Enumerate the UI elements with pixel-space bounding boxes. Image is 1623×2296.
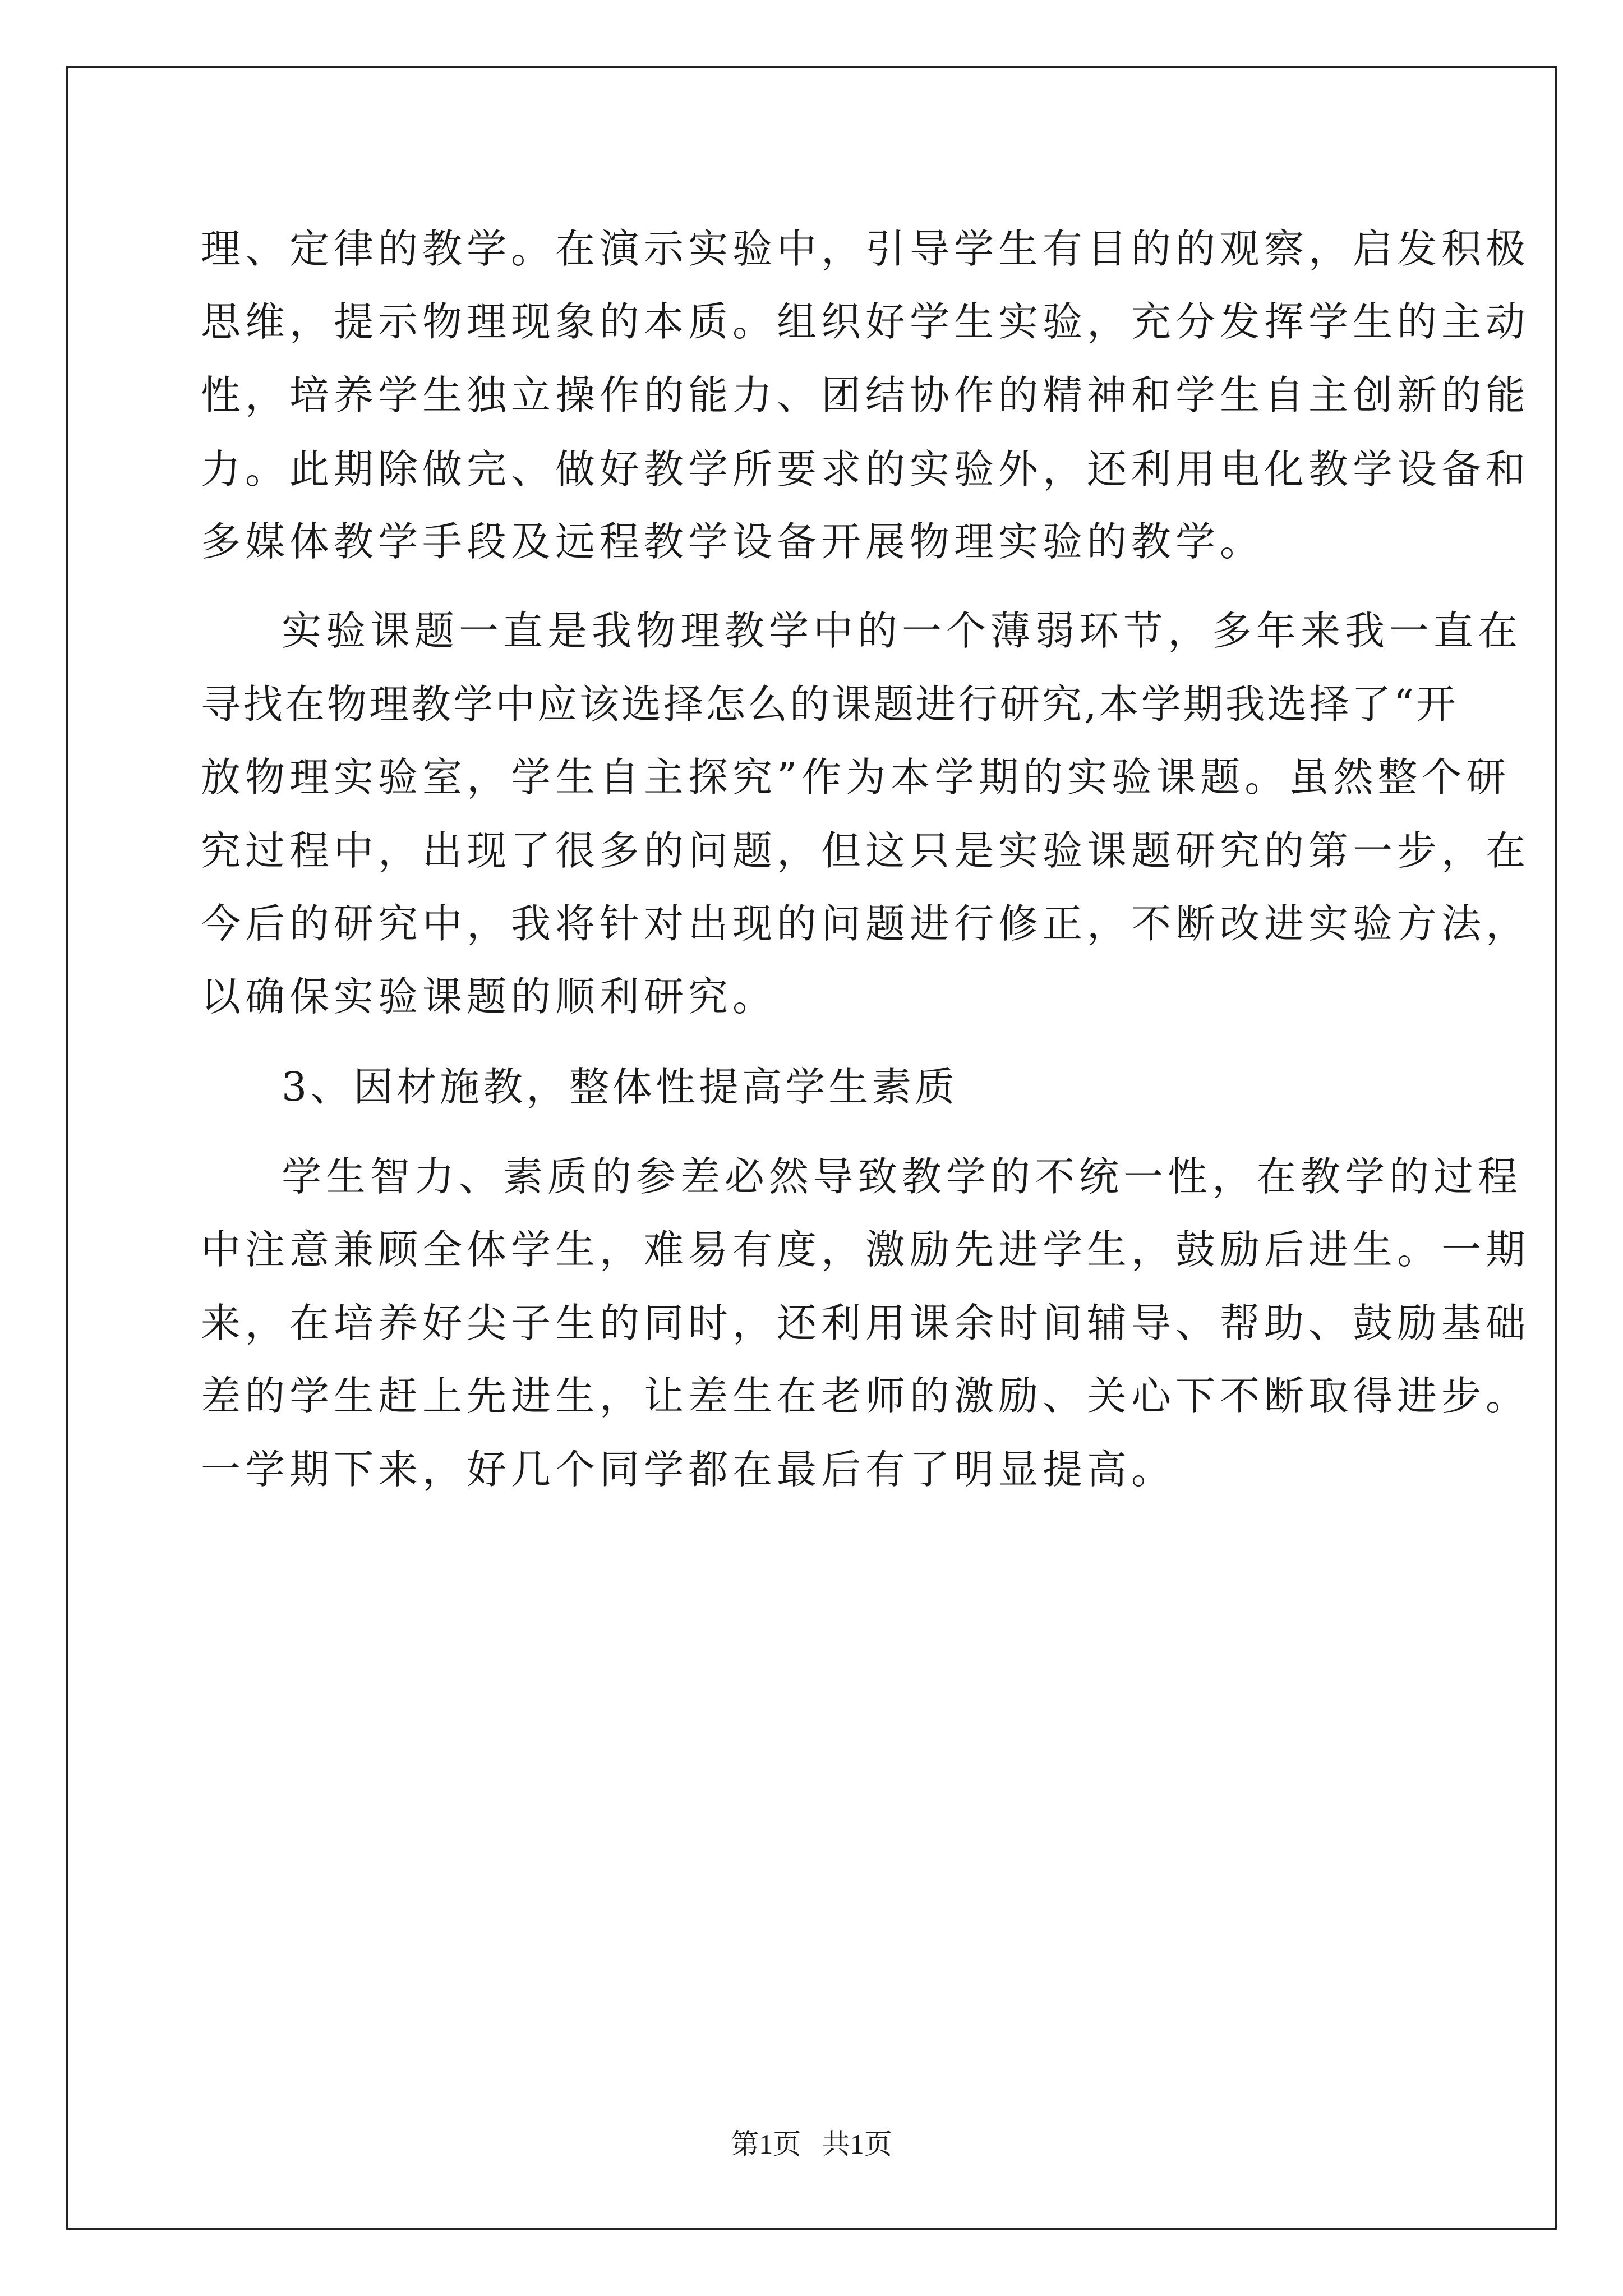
paragraph-3-line-1: 学生智力、素质的参差必然导致教学的不统一性，在教学的过程 (282, 1153, 1523, 1200)
paragraph-1-line-4: 力。此期除做完、做好教学所要求的实验外，还利用电化教学设备和 (201, 446, 1530, 493)
page-number-footer: 第1页 共1页 (731, 2128, 892, 2160)
paragraph-2-line-5: 今后的研究中，我将针对出现的问题进行修正，不断改进实验方法， (201, 900, 1530, 947)
paragraph-3-line-5: 一学期下来，好几个同学都在最后有了明显提高。 (201, 1446, 1176, 1493)
paragraph-2-line-2: 寻找在物理教学中应该选择怎么的课题进行研究,本学期我选择了“开 (201, 681, 1458, 728)
paragraph-2-line-3: 放物理实验室，学生自主探究”作为本学期的实验课题。虽然整个研 (201, 754, 1511, 800)
paragraph-1-line-3: 性，培养学生独立操作的能力、团结协作的精神和学生自主创新的能 (201, 372, 1530, 418)
section-heading-3: 3、因材施教，整体性提高学生素质 (282, 1064, 958, 1110)
paragraph-3-line-4: 差的学生赶上先进生，让差生在老师的激励、关心下不断取得进步。 (201, 1373, 1530, 1419)
paragraph-3-line-3: 来，在培养好尖子生的同时，还利用课余时间辅导、帮助、鼓励基础 (201, 1300, 1530, 1346)
paragraph-1-line-5: 多媒体教学手段及远程教学设备开展物理实验的教学。 (201, 518, 1265, 565)
paragraph-1-line-2: 思维，提示物理现象的本质。组织好学生实验，充分发挥学生的主动 (201, 298, 1530, 345)
paragraph-2-line-4: 究过程中，出现了很多的问题，但这只是实验课题研究的第一步，在 (201, 827, 1530, 874)
paragraph-2-line-1: 实验课题一直是我物理教学中的一个薄弱环节，多年来我一直在 (282, 608, 1523, 654)
paragraph-1-line-1: 理、定律的教学。在演示实验中，引导学生有目的的观察，启发积极 (201, 226, 1530, 272)
paragraph-2-line-6: 以确保实验课题的顺利研究。 (201, 973, 777, 1020)
paragraph-3-line-2: 中注意兼顾全体学生，难易有度，激励先进学生，鼓励后进生。一期 (201, 1226, 1530, 1273)
